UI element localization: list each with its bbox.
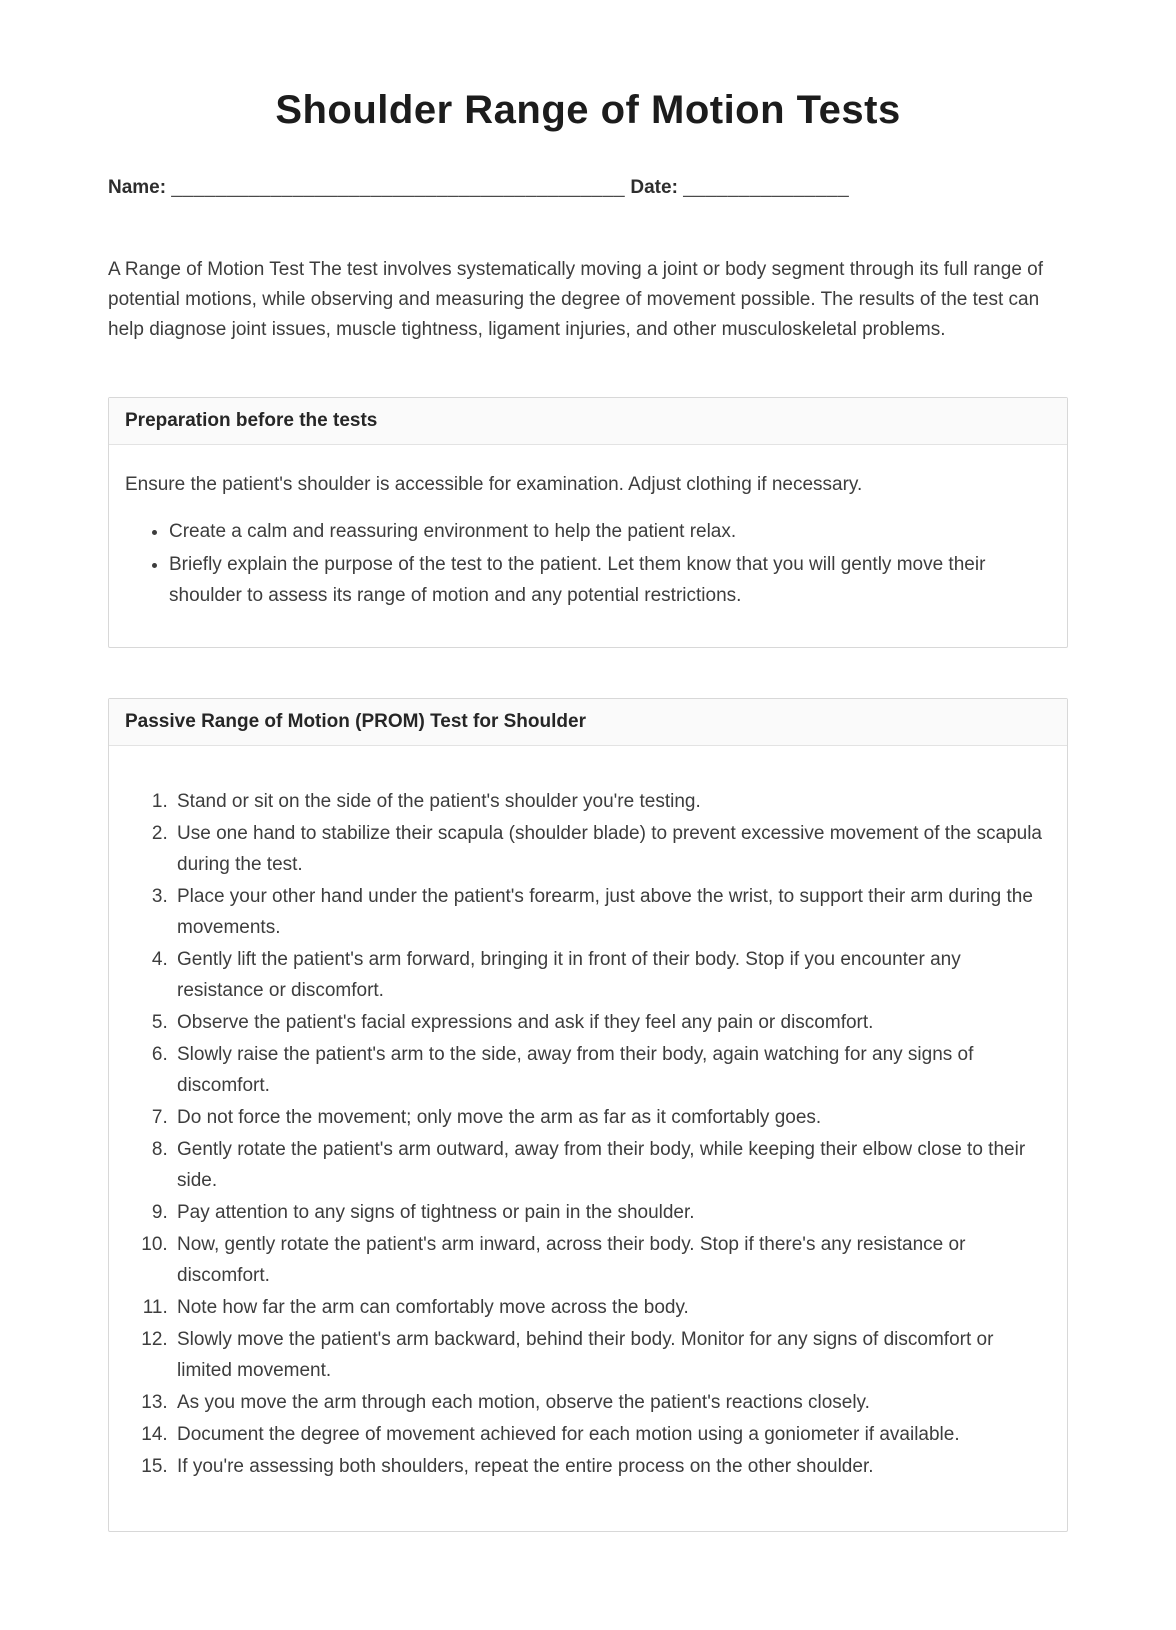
date-label: Date: xyxy=(630,177,678,198)
prom-step-item: 14. Document the degree of movement achieved for each motion using a goniometer if available. xyxy=(173,1419,1051,1450)
prom-step-item: 13. As you move the arm through each motion, observe the patient's reactions closely. xyxy=(173,1387,1051,1418)
preparation-bullet-item: • Briefly explain the purpose of the test to the patient. Let them know that you will gently move their shoulder to assess its range of motion and any potential restrictions. xyxy=(169,549,1051,611)
prom-step-item: 7. Do not force the movement; only move the arm as far as it comfortably goes. xyxy=(173,1102,1051,1133)
preparation-bullet-list xyxy=(125,516,1051,611)
prom-step-item: 4. Gently lift the patient's arm forward, bringing it in front of their body. Stop if you encounter any resistance or discomfort. xyxy=(173,944,1051,1006)
prom-step-item: 11. Note how far the arm can comfortably move across the body. xyxy=(173,1292,1051,1323)
preparation-panel-header: Preparation before the tests xyxy=(109,398,1067,445)
prom-step-item: 6. Slowly raise the patient's arm to the side, away from their body, again watching for any signs of discomfort. xyxy=(173,1039,1051,1101)
prom-step-item: 1. Stand or sit on the side of the patient's shoulder you're testing. xyxy=(173,786,1051,817)
page-title: Shoulder Range of Motion Tests xyxy=(275,88,901,132)
name-date-row xyxy=(108,177,1068,199)
preparation-bullet-item: • Create a calm and reassuring environment to help the patient relax. xyxy=(169,516,1051,547)
intro-paragraph: A Range of Motion Test The test involves systematically moving a joint or body segment through its full range of potential motions, while observing and measuring the degree of movement possible. The results of the test can help diagnose joint issues, muscle tightness, ligament injuries, and other musculoskeletal problems. xyxy=(108,259,1044,340)
prom-panel-body xyxy=(109,746,1067,1531)
prom-step-item: 8. Gently rotate the patient's arm outward, away from their body, while keeping their elbow close to their side. xyxy=(173,1134,1051,1196)
prom-panel-header: Passive Range of Motion (PROM) Test for Shoulder xyxy=(109,699,1067,746)
prom-panel xyxy=(108,698,1068,1532)
prom-step-item: 15. If you're assessing both shoulders, repeat the entire process on the other shoulder. xyxy=(173,1451,1051,1482)
prom-step-item: 3. Place your other hand under the patient's forearm, just above the wrist, to support their arm during the movements. xyxy=(173,881,1051,943)
date-blank-line: _______________ xyxy=(683,177,850,198)
prom-step-item: 10. Now, gently rotate the patient's arm inward, across their body. Stop if there's any resistance or discomfort. xyxy=(173,1229,1051,1291)
prom-step-item: 5. Observe the patient's facial expressions and ask if they feel any pain or discomfort. xyxy=(173,1007,1051,1038)
prom-step-item: 12. Slowly move the patient's arm backward, behind their body. Monitor for any signs of discomfort or limited movement. xyxy=(173,1324,1051,1386)
prom-step-item: 9. Pay attention to any signs of tightness or pain in the shoulder. xyxy=(173,1197,1051,1228)
preparation-panel-body xyxy=(109,445,1067,647)
preparation-lead-text: Ensure the patient's shoulder is accessible for examination. Adjust clothing if necessary. xyxy=(125,474,863,495)
name-label: Name: xyxy=(108,177,167,198)
prom-steps-list xyxy=(125,786,1051,1482)
preparation-panel xyxy=(108,397,1068,648)
prom-step-item: 2. Use one hand to stabilize their scapula (shoulder blade) to prevent excessive movement of the scapula during the test. xyxy=(173,818,1051,880)
name-blank-line: _________________________________________ xyxy=(171,177,626,198)
